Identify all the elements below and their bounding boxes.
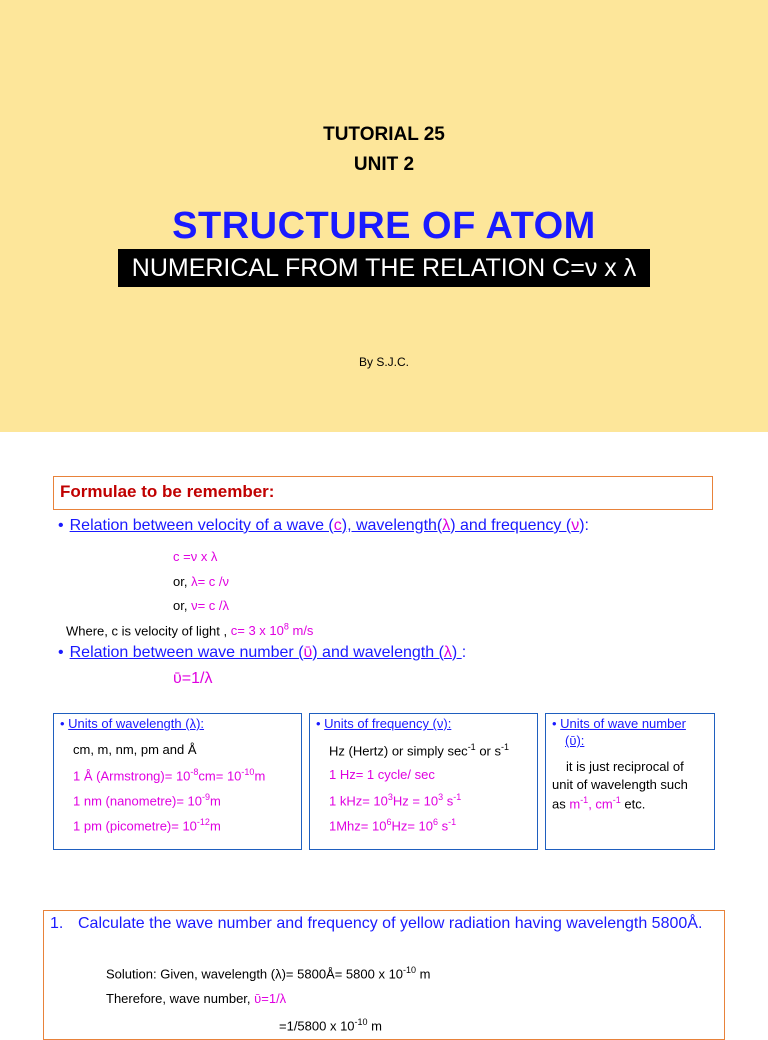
title-slide <box>0 0 768 432</box>
box2-l1e1: -1 <box>467 742 476 752</box>
sol1b: m <box>416 966 431 982</box>
bullet2-part-b: ) and wavelength ( <box>312 644 444 661</box>
box2-l3e2: 3 <box>438 792 444 802</box>
box2-l3b: Hz = 10 <box>392 793 439 809</box>
box2-l1e2: -1 <box>501 742 510 752</box>
box2-l4a: 1Mhz= 10 <box>329 818 387 834</box>
bullet1-part-d: ) and frequency ( <box>450 517 572 534</box>
box2-line2: 1 Hz= 1 cycle/ sec <box>329 767 435 782</box>
where-exp: 8 <box>283 622 289 632</box>
box1-l2a: 1 Å (Armstrong)= 10 <box>73 768 191 784</box>
box2-header-text: Units of frequency (ν): <box>324 716 452 731</box>
formula-header-box <box>53 476 713 510</box>
equation-lambda <box>173 574 229 589</box>
byline: By S.J.C. <box>358 355 409 369</box>
eq2-prefix: or, <box>173 574 192 589</box>
box3-l3m: m <box>569 796 581 812</box>
box1-l2e1: -8 <box>190 767 199 777</box>
where-unit: m/s <box>288 623 314 639</box>
equation-wavenumber: ῡ=1/λ <box>173 670 213 687</box>
box2-line4 <box>329 817 456 833</box>
sol2a: Therefore, wave number, <box>106 991 255 1006</box>
box2-l1a: Hz (Hertz) or simply sec <box>329 743 468 759</box>
question-text: Calculate the wave number and frequency of yellow radiation having wavelength 5800Å. <box>78 915 703 932</box>
box1-l2c: m <box>254 768 266 784</box>
formula-slide <box>0 432 768 1034</box>
bullet1-part-b: ), wavelength( <box>341 517 443 534</box>
eq2-value: λ= c /ν <box>191 574 230 589</box>
box2-l3c: s <box>443 793 454 809</box>
box3-l3a: as <box>552 796 570 812</box>
box2-l4c: s <box>438 818 449 834</box>
eq3-prefix: or, <box>173 598 192 613</box>
box3-l3s: , cm <box>588 796 613 812</box>
units-wavelength-box <box>53 713 302 850</box>
bullet1-part-a: Relation between velocity of a wave ( <box>69 517 334 534</box>
box1-l4e: -12 <box>196 817 210 827</box>
question-number: 1. <box>50 915 64 932</box>
sol1a: Solution: Given, wavelength (λ)= 5800Å= 5800 x 10 <box>106 966 404 982</box>
box1-line3 <box>73 792 221 808</box>
formula-header: Formulae to be remember: <box>60 482 275 501</box>
box2-line3 <box>329 792 461 808</box>
sol3a: =1/5800 x 10 <box>279 1018 355 1034</box>
bullet-velocity-text <box>70 517 580 534</box>
sol2b: ῡ=1/λ <box>254 991 287 1006</box>
bullet-wavenumber-relation <box>58 644 466 662</box>
box3-l3b: etc. <box>620 796 646 812</box>
where-text: Where, c is velocity of light , <box>66 623 231 639</box>
box1-line2 <box>73 767 265 783</box>
solution-line-1 <box>106 965 431 981</box>
box3-line2: unit of wavelength such <box>552 777 688 792</box>
bullet1-c: c <box>333 517 342 534</box>
box2-l3a: 1 kHz= 10 <box>329 793 388 809</box>
subtitle-banner <box>118 249 650 287</box>
equation-c: c =ν x λ <box>173 549 218 564</box>
box1-line4 <box>73 817 221 833</box>
sol3e: -10 <box>354 1017 368 1027</box>
light-velocity-note <box>66 622 313 638</box>
box1-line1: cm, m, nm, pm and Å <box>73 742 197 757</box>
box2-l4e1: 6 <box>386 817 392 827</box>
equation-nu <box>173 598 229 613</box>
bullet1-part-e: ): <box>579 517 589 534</box>
box1-l3e: -9 <box>201 792 210 802</box>
eq3-value: ν= c /λ <box>191 598 230 613</box>
sol1e: -10 <box>403 965 417 975</box>
units-frequency-box <box>309 713 538 850</box>
box2-l3e3: -1 <box>453 792 462 802</box>
box1-l3b: m <box>210 793 221 809</box>
unit-label: UNIT 2 <box>353 154 415 175</box>
box3-header1: Units of wave number <box>560 716 686 731</box>
box3-l3e2: -1 <box>612 795 621 805</box>
bullet-wavenumber-text <box>70 644 462 661</box>
solution-line-2 <box>106 991 286 1006</box>
box1-l4a: 1 pm (picometre)= 10 <box>73 818 197 834</box>
bullet-dot-icon: • <box>58 644 64 661</box>
units-wavenumber-box <box>545 713 715 850</box>
box1-l2b: cm= 10 <box>198 768 242 784</box>
bullet2-lambda: λ <box>443 644 452 661</box>
box1-header-text: Units of wavelength (λ): <box>68 716 205 731</box>
question-box <box>43 910 725 1040</box>
box2-l4b: Hz= 10 <box>391 818 434 834</box>
box2-l4e2: 6 <box>433 817 439 827</box>
box1-l2e2: -10 <box>241 767 255 777</box>
box2-l3e1: 3 <box>387 792 393 802</box>
box1-l4b: m <box>209 818 221 834</box>
solution-line-3 <box>279 1017 382 1033</box>
bullet2-ubar: ῡ <box>303 644 313 661</box>
tutorial-label: TUTORIAL 25 <box>323 124 445 145</box>
question-text-block <box>50 913 718 934</box>
light-velocity-value <box>231 623 314 638</box>
box3-header2: (ῡ): <box>565 733 585 748</box>
sol3b: m <box>367 1018 383 1034</box>
main-title: STRUCTURE OF ATOM <box>172 205 596 247</box>
units-frequency-header: • Units of frequency (ν): <box>316 716 452 731</box>
box2-line1 <box>329 742 509 758</box>
bullet1-lambda: λ <box>442 517 451 534</box>
bullet-velocity-relation <box>58 517 589 535</box>
box3-l3e1: -1 <box>580 795 589 805</box>
subtitle: NUMERICAL FROM THE RELATION C=ν x λ <box>131 254 637 282</box>
bullet2-part-c: ) <box>451 644 462 661</box>
bullet-dot-icon: • <box>58 517 64 534</box>
units-wavenumber-header: • Units of wave number <box>552 716 686 731</box>
box3-line1: it is just reciprocal of <box>566 759 684 774</box>
bullet2-part-d: : <box>461 644 467 661</box>
box2-l4e3: -1 <box>448 817 457 827</box>
where-value: c= 3 x 10 <box>230 623 284 639</box>
box3-line3 <box>552 795 645 811</box>
bullet2-part-a: Relation between wave number ( <box>69 644 304 661</box>
bullet1-nu: ν <box>571 517 580 534</box>
box1-l3a: 1 nm (nanometre)= 10 <box>73 793 202 809</box>
units-wavelength-header: • Units of wavelength (λ): <box>60 716 205 731</box>
box2-l1b: or s <box>475 743 501 759</box>
